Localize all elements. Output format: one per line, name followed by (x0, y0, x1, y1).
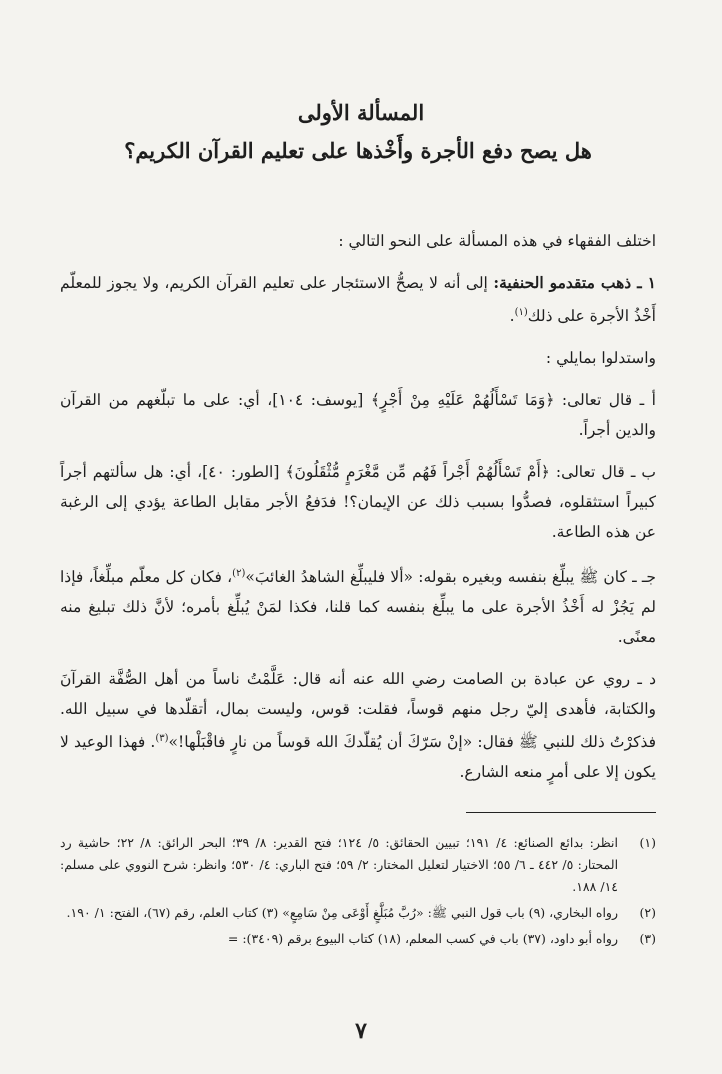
evidence-b: ب ـ قال تعالى: ﴿أَمْ تَسْأَلُهُمْ أَجْراً فَهُم مِّن مَّغْرَمٍ مُّثْقَلُونَ﴾ [الطور: ٤٠]، أي: هل سألتهم أجراً كبيراً استثقلوه، فصدُّوا بسبب ذلك عن الإيمان؟! فدَفعُ الأجر مقابل الطاعة يؤدي إلى الرغبة عن هذه الطاعة. (60, 463, 657, 542)
opinion-paragraph (60, 268, 656, 331)
footnote-number: (١) (639, 835, 656, 850)
opinion-text: إلى أنه لا يصحُّ الاستئجار على تعليم القرآن الكريم، ولا يجوز للمعلّم أَخْذُ الأجرة على ذلك (60, 274, 656, 326)
footnote-text: رواه البخاري، (٩) باب قول النبي ﷺ: «رُبَّ مُبَلَّغٍ أَوْعَى مِنْ سَامِعٍ» (٣) كتاب العلم، رقم (٦٧)، الفتح: ١/ ١٩٠. (66, 905, 618, 920)
footnote-ref-2: (٢) (232, 568, 246, 580)
section-title: المسألة الأولى (297, 100, 425, 125)
evidence-c-text: جـ ـ كان ﷺ يبلِّغ بنفسه وبغيره بقوله: «ألا فليبلِّغ الشاهدُ الغائبَ» (245, 568, 656, 587)
footnote-number: (٣) (639, 931, 656, 946)
section-question: هل يصح دفع الأجرة وأَخْذها على تعليم القرآن الكريم؟ (124, 138, 592, 163)
evidence-c-end: ، فكان كل معلّم مبلِّغاً، فإذا لم يَجُزْ له أَخْذُ الأجرة على ما يبلِّغ بنفسه كما قلنا، فكذا لمَنْ يُبلِّغ بأمره؛ لأنَّ ذلك تبليغ منه معنًى. (60, 568, 656, 647)
footnote-number: (٢) (639, 905, 656, 920)
evidence-d-text: د ـ روي عن عبادة بن الصامت رضي الله عنه أنه قال: عَلَّمْتُ ناساً من أهل الصُّفَّة القرآنَ والكتابة، فأهدى إليّ رجل منهم قوساً، فقلت: قوس، وليست بمال، أتقلّدها في سبيل الله. فذكرْتُ ذلك للنبي ﷺ فقال: «إنْ سَرّكَ أن يُقلّدكَ الله قوساً من نارٍ فاقْبَلْها!» (60, 670, 656, 752)
opinion-lead: ١ ـ ذهب متقدمو الحنفية: (493, 273, 656, 292)
evidence-d-end: . فهذا الوعيد لا يكون إلا على أمرٍ منعه الشارع. (60, 733, 656, 782)
footnote-item (60, 928, 656, 950)
evidence-intro: واستدلوا بمايلي : (545, 349, 656, 368)
evidence-a: أ ـ قال تعالى: ﴿وَمَا تَسْأَلُهُمْ عَلَيْهِ مِنْ أَجْرٍ﴾ [يوسف: ١٠٤]، أي: على ما تبلّغهم من القرآن والدين أجراً. (60, 391, 656, 440)
intro-paragraph: اختلف الفقهاء في هذه المسألة على النحو التالي : (338, 232, 656, 250)
opinion-end: . (509, 307, 515, 326)
evidence-c (60, 559, 656, 652)
footnote-ref-3: (٣) (155, 733, 169, 745)
footnote-text: انظر: بدائع الصنائع: ٤/ ١٩١؛ تبيين الحقائق: ٥/ ١٢٤؛ فتح القدير: ٨/ ٣٩؛ البحر الرائق: ٨/ ٢٢؛ حاشية رد المحتار: ٥/ ٤٤٢ ـ ٦/ ٥٥؛ الاختيار لتعليل المختار: ٢/ ٥٩؛ فتح الباري: ٤/ ٥٣٠؛ وانظر: شرح النووي على مسلم: ١٤/ ١٨٨. (60, 835, 619, 894)
footnotes (60, 832, 656, 954)
footnote-text: رواه أبو داود، (٣٧) باب في كسب المعلم، (١٨) كتاب البيوع برقم (٣٤٠٩): = (227, 931, 618, 946)
footnote-ref-1: (١) (514, 307, 528, 318)
footnote-separator (466, 812, 656, 813)
footnote-item (60, 902, 656, 924)
evidence-d (60, 664, 656, 787)
main-text (60, 226, 656, 799)
footnote-item (60, 832, 656, 898)
page-number: ٧ (355, 1018, 367, 1044)
